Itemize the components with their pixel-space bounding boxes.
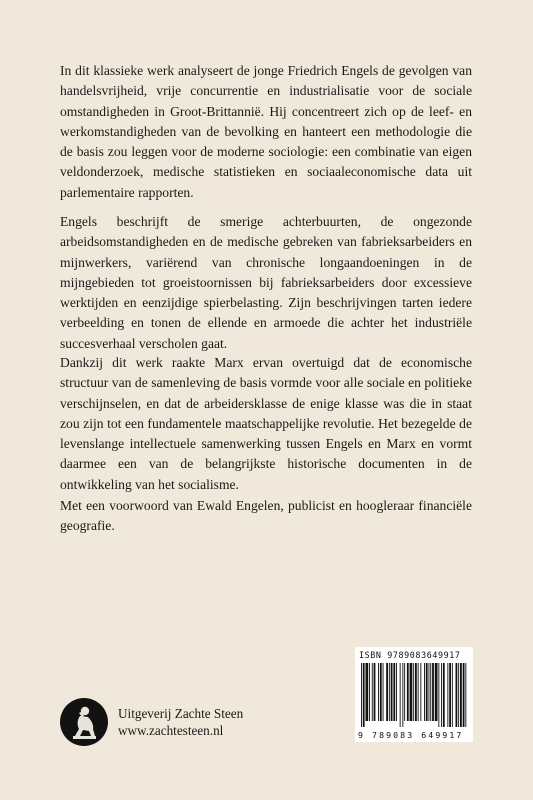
- blurb-paragraph-1: In dit klassieke werk analyseert de jonge Friedrich Engels de gevolgen van handelsvrijheid, vrije concurrentie en industrialisatie voor de sociale omstandigheden in Groot-Brittannië. Hij concentreert zich op de leef- en werkomstandigheden van de bevolking en hanteert een methodologie die de basis zou leggen voor de moderne sociologie: een combinatie van eigen veldonderzoek, medische statistieken en sociaaleconomische data uit parlementaire rapporten.: [60, 63, 472, 200]
- isbn-barcode: [355, 647, 473, 742]
- barcode-digits: 9 789083 649917: [358, 730, 464, 740]
- publisher-website: www.zachtesteen.nl: [118, 723, 224, 738]
- isbn-label: ISBN 9789083649917: [359, 650, 461, 660]
- blurb-paragraph-4: Met een voorwoord van Ewald Engelen, publicist en hoogleraar financiële geografie.: [60, 498, 472, 534]
- blurb-paragraph-2: Engels beschrijft de smerige achterbuurten, de ongezonde arbeidsomstandigheden en de medische gebreken van fabrieksarbeiders en mijnwerkers, variërend van chronische longaandoeningen in de mijngebieden tot groeistoornissen bij fabrieksarbeiders door excessieve werktijden en eenzijdige spierbelasting. Zijn beschrijvingen tarten iedere verbeelding en tonen de ellende en armoede die achter het industriële succesverhaal verscholen gaat.: [60, 214, 472, 351]
- publisher-block: [60, 698, 243, 746]
- thinker-logo-icon: [60, 698, 108, 746]
- blurb-paragraph-3: Dankzij dit werk raakte Marx ervan overtuigd dat de economische structuur van de samenleving de basis vormde voor alle sociale en politieke verschijnselen, en dat de arbeidersklasse de enige klasse was die in staat zou zijn tot een fundamentele maatschappelijke revolutie. Het bezegelde de levenslange intellectuele samenwerking tussen Engels en Marx en vormt daarmee een van de belangrijkste historische documenten in de ontwikkeling van het socialisme.: [60, 355, 472, 492]
- publisher-name: Uitgeverij Zachte Steen: [118, 705, 244, 721]
- barcode-bars-icon: [361, 663, 467, 727]
